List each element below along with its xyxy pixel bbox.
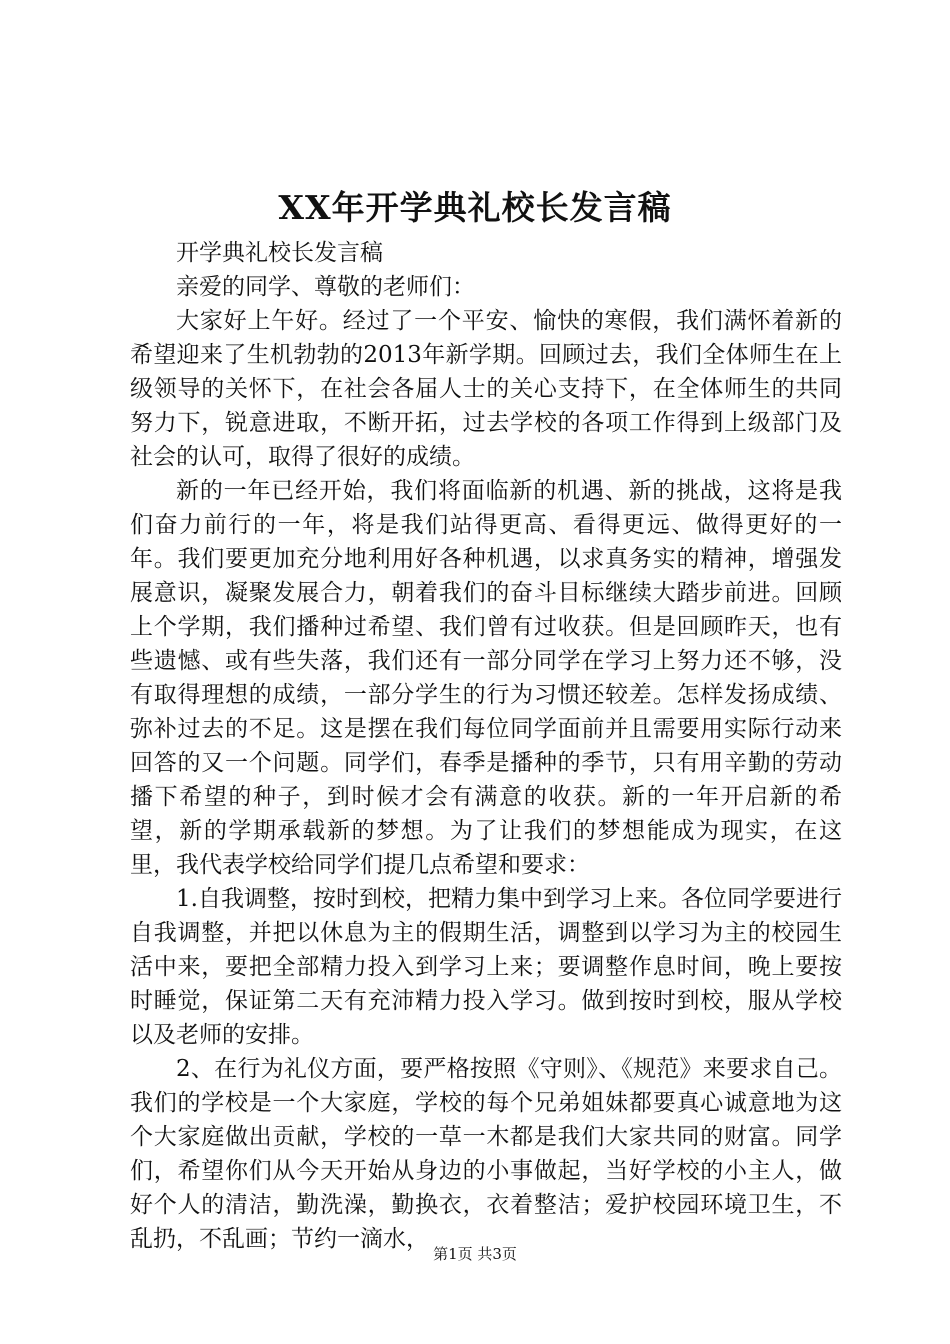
paragraph-subtitle: 开学典礼校长发言稿	[176, 240, 383, 266]
paragraph-greeting: 大家好上午好。经过了一个平安、愉快的寒假，我们满怀着新的希望迎来了生机勃勃的2013年新学期。回顾过去，我们全体师生在上级领导的关怀下，在社会各届人士的关心支持下，在全体师生的共同努力下，锐意进取，不断开拓，过去学校的各项工作得到上级部门及社会的认可，取得了很好的成绩。	[130, 308, 842, 470]
paragraph-point-1: 1.自我调整，按时到校，把精力集中到学习上来。各位同学要进行自我调整，并把以休息为主的假期生活，调整到以学习为主的校园生活中来，要把全部精力投入到学习上来；要调整作息时间，晚上要按时睡觉，保证第二天有充沛精力投入学习。做到按时到校，服从学校以及老师的安排。	[130, 886, 842, 1048]
paragraph-salutation: 亲爱的同学、尊敬的老师们：	[176, 274, 475, 300]
page-indicator: 第1页 共3页	[433, 1245, 517, 1263]
paragraph-point-2: 2、在行为礼仪方面，要严格按照《守则》、《规范》来要求自己。我们的学校是一个大家庭，学校的每个兄弟姐妹都要真心诚意地为这个大家庭做出贡献，学校的一草一木都是我们大家共同的财富。同学们，希望你们从今天开始从身边的小事做起，当好学校的小主人，做好个人的清洁，勤洗澡，勤换衣，衣着整洁；爱护校园环境卫生，不乱扔，不乱画；节约一滴水，	[130, 1056, 842, 1252]
document-title: XX年开学典礼校长发言稿	[278, 188, 672, 227]
document-body	[130, 236, 842, 1256]
paragraph-new-year: 新的一年已经开始，我们将面临新的机遇、新的挑战，这将是我们奋力前行的一年，将是我们站得更高、看得更远、做得更好的一年。我们要更加充分地利用好各种机遇，以求真务实的精神，增强发展意识，凝聚发展合力，朝着我们的奋斗目标继续大踏步前进。回顾上个学期，我们播种过希望、我们曾有过收获。但是回顾昨天，也有些遗憾、或有些失落，我们还有一部分同学在学习上努力还不够，没有取得理想的成绩，一部分学生的行为习惯还较差。怎样发扬成绩、弥补过去的不足。这是摆在我们每位同学面前并且需要用实际行动来回答的又一个问题。同学们，春季是播种的季节，只有用辛勤的劳动播下希望的种子，到时候才会有满意的收获。新的一年开启新的希望，新的学期承载新的梦想。为了让我们的梦想能成为现实，在这里，我代表学校给同学们提几点希望和要求：	[130, 478, 842, 878]
